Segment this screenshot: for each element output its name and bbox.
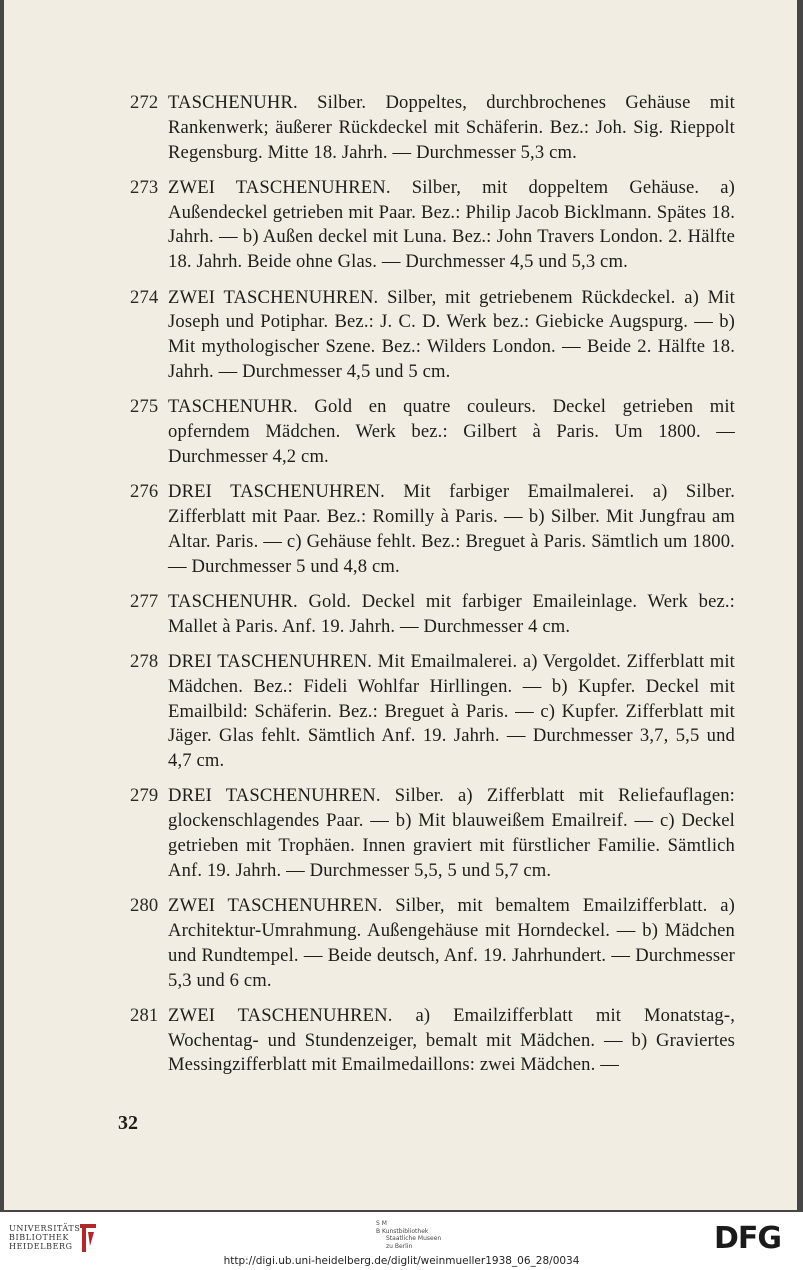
entry-text: DREI TASCHENUHREN. Mit farbiger Emailmalerei. a) Silber. Zifferblatt mit Paar. Bez.: Romilly à Paris. — b) Silber. Mit Jungfrau am Altar. Paris. — c) Gehäuse fehlt. Bez.: Breguet à Paris. Sämtlich um 1800. — Durchmesser 5 und 4,8 cm. [168,481,735,577]
entry-number: 280 [130,895,159,917]
entry-text: TASCHENUHR. Gold en quatre couleurs. Deckel getrieben mit opferndem Mädchen. Werk bez.: Gilbert à Paris. Um 1800. — Durchmesser 4,2 cm. [168,396,735,467]
catalog-entry [130,480,735,579]
university-logo-icon [76,1222,98,1254]
catalog-entry [130,590,735,640]
stamp-line: zu Berlin [386,1242,413,1250]
entry-number: 277 [130,590,159,612]
entry-text: TASCHENUHR. Silber. Doppeltes, durchbrochenes Gehäuse mit Rankenwerk; äußerer Rückdeckel mit Schäferin. Bez.: Joh. Sig. Rieppolt Regensburg. Mitte 18. Jahrh. — Durchmesser 5,3 cm. [168,92,735,163]
catalog-entry [130,286,735,385]
catalog-entry [130,91,735,165]
university-line: UNIVERSITÄTS [9,1224,81,1233]
catalog-entry [130,395,735,469]
entry-text: DREI TASCHENUHREN. Silber. a) Zifferblatt mit Reliefauflagen: glockenschlagendes Paar. — b) Mit blauweißem Emailreif. — c) Deckel getrieben mit Trophäen. Innen graviert mit fürstlicher Familie. Sämtlich Anf. 19. Jahrh. — Durchmesser 5,5, 5 und 5,7 cm. [168,785,735,881]
entry-text: DREI TASCHENUHREN. Mit Emailmalerei. a) Vergoldet. Zifferblatt mit Mädchen. Bez.: Fideli Wohlfar Hirllingen. — b) Kupfer. Deckel mit Emailbild: Schäferin. Bez.: Breguet à Paris. — c) Kupfer. Zifferblatt mit Jäger. Glas fehlt. Sämtlich Anf. 19. Jahrh. — Durchmesser 3,7, 5,5 und 4,7 cm. [168,650,735,772]
entry-number: 279 [130,785,159,807]
entry-text: ZWEI TASCHENUHREN. Silber, mit getriebenem Rückdeckel. a) Mit Joseph und Potiphar. Bez.: J. C. D. Werk bez.: Giebicke Augspurg. — b) Mit mythologischer Szene. Bez.: Wilders London. — Beide 2. Hälfte 18. Jahrh. — Durchmesser 4,5 und 5 cm. [168,286,735,382]
entry-number: 275 [130,396,159,418]
university-line: HEIDELBERG [9,1242,73,1251]
entry-text: ZWEI TASCHENUHREN. a) Emailzifferblatt mit Monatstag-, Wochentag- und Stundenzeiger, bemalt mit Mädchen. — b) Graviertes Messingzifferblatt mit Emailmedaillons: zwei Mädchen. — [168,1004,735,1076]
entry-number: 274 [130,286,159,308]
catalog-entry [130,1004,735,1078]
source-url-link[interactable]: http://digi.ub.uni-heidelberg.de/diglit/weinmueller1938_06_28/0034 [223,1255,580,1267]
university-library-label [9,1224,80,1251]
entry-number: 281 [130,1004,159,1026]
stamp-line: Staatliche Museen [386,1235,442,1242]
catalog-entry [130,176,735,275]
stamp-line: S M [376,1220,387,1227]
entry-text: TASCHENUHR. Gold. Deckel mit farbiger Emaileinlage. Werk bez.: Mallet à Paris. Anf. 19. Jahrh. — Durchmesser 4 cm. [168,590,735,637]
entry-text: ZWEI TASCHENUHREN. Silber, mit doppeltem Gehäuse. a) Außendeckel getrieben mit Paar. Bez.: Philip Jacob Bicklmann. Spätes 18. Jahrh. — b) Außen deckel mit Luna. Bez.: John Travers London. 2. Hälfte 18. Jahrh. Beide ohne Glas. — Durchmesser 4,5 und 5,3 cm. [168,176,735,273]
catalog-entry [130,784,735,883]
entry-number: 272 [130,92,159,113]
entry-number: 273 [130,176,159,198]
entry-text: ZWEI TASCHENUHREN. Silber, mit bemaltem Emailzifferblatt. a) Architektur-Umrahmung. Außengehäuse mit Horndeckel. — b) Mädchen und Rundtempel. — Beide deutsch, Anf. 19. Jahrhundert. — Durchmesser 5,3 und 6 cm. [168,895,735,991]
entry-number: 276 [130,481,159,503]
catalog-entries [130,91,735,1089]
page-number: 32 [118,1112,138,1134]
entry-number: 278 [130,650,159,672]
university-line: BIBLIOTHEK [9,1233,70,1242]
library-stamp [376,1220,441,1250]
stamp-line: B Kunstbibliothek [376,1227,429,1235]
catalog-entry [130,650,735,774]
dfg-logo: DFG [714,1221,782,1256]
catalog-entry [130,894,735,993]
